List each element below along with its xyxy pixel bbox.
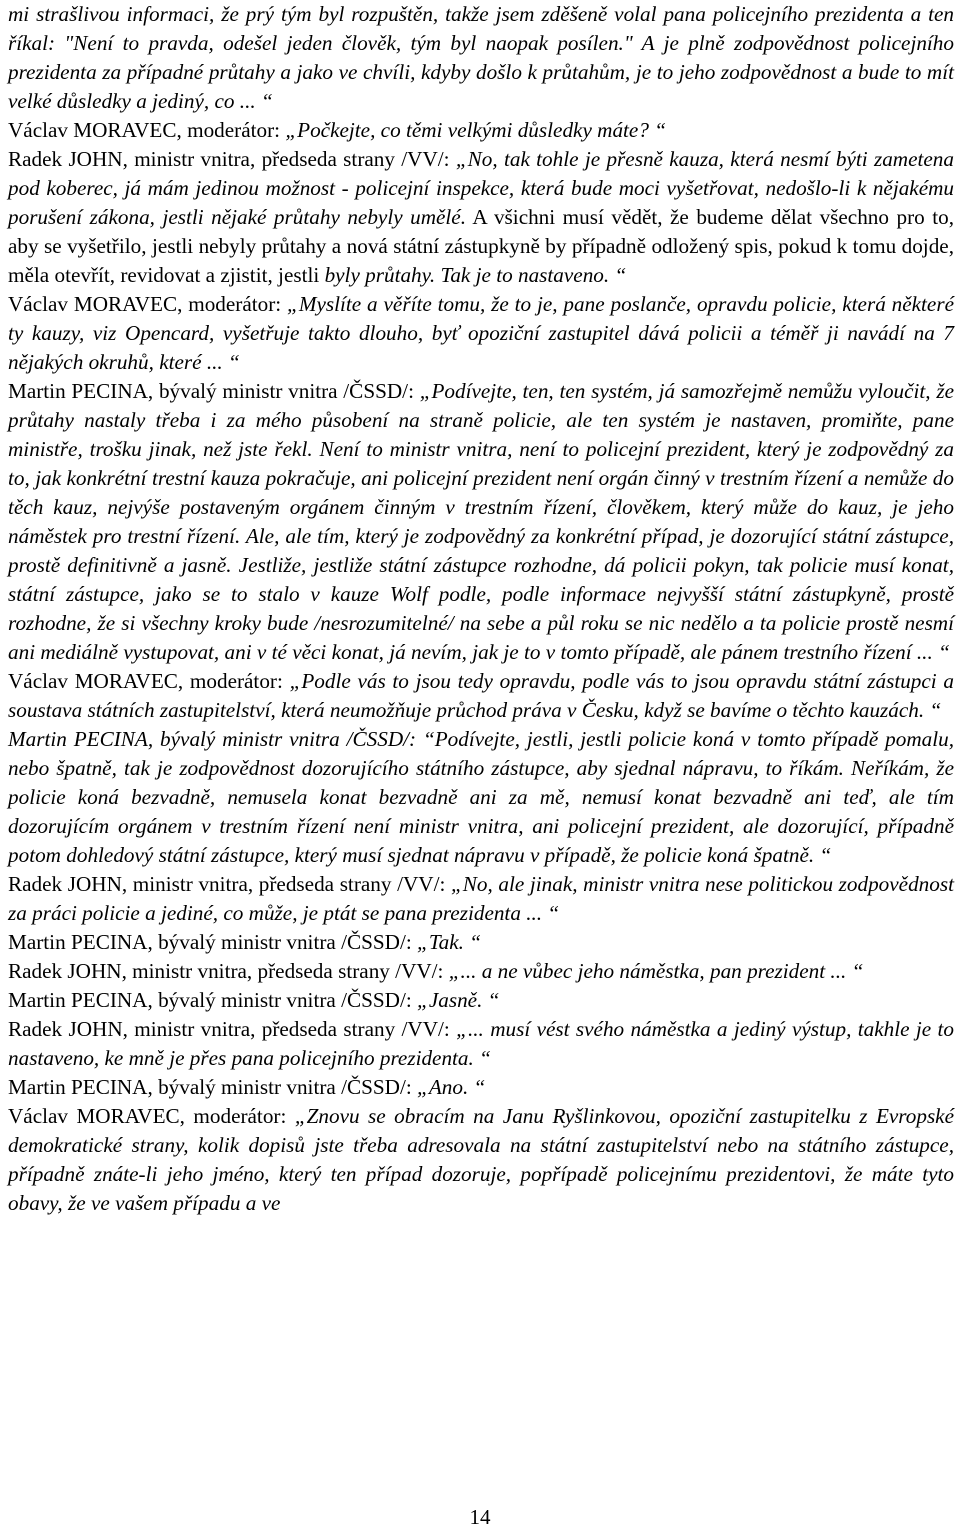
spoken-text: „Znovu se obracím na Janu Ryšlinkovou, opoziční zastupitelku z Evropské demokratické strany, kolik dopisů jste třeba adresovala na státní zastupitelství nebo na státního zástupce, případně znáte-li jeho jméno, který ten případ dozoruje, popřípadě policejnímu prezidentovi, že máte tyto obavy, že ve vašem případu a ve xyxy=(8,1104,954,1215)
transcript-paragraph xyxy=(8,957,954,986)
speaker-label: Václav MORAVEC, moderátor: xyxy=(8,669,290,693)
speaker-label: Václav MORAVEC, moderátor: xyxy=(8,292,288,316)
transcript-paragraph xyxy=(8,116,954,145)
spoken-text: „Podle vás to jsou tedy opravdu, podle vás to jsou opravdu státní zástupci a soustava státních zastupitelství, která neumožňuje průchod práva v Česku, když se bavíme o těchto kauzách. “ xyxy=(8,669,954,722)
speaker-label: Václav MORAVEC, moderátor: xyxy=(8,118,286,142)
speaker-label: Radek JOHN, ministr vnitra, předseda strany /VV/: xyxy=(8,872,451,896)
transcript-paragraph xyxy=(8,986,954,1015)
transcript-paragraph xyxy=(8,290,954,377)
speaker-label: Václav MORAVEC, moderátor: xyxy=(8,1104,295,1128)
spoken-text: „No, ale jinak, ministr vnitra nese politickou zodpovědnost za práci policie a jediné, co může, je ptát se pana prezidenta ... “ xyxy=(8,872,954,925)
transcript-paragraph xyxy=(8,145,954,290)
document-page xyxy=(8,0,954,1530)
spoken-text: „Tak. “ xyxy=(417,930,482,954)
spoken-text: byly průtahy. Tak je to nastaveno. “ xyxy=(324,263,627,287)
page-number: 14 xyxy=(469,1505,491,1529)
spoken-text: „Myslíte a věříte tomu, že to je, pane poslanče, opravdu policie, která některé ty kauzy, viz Opencard, vyšetřuje takto dlouho, byť opoziční zastupitel dává policii a téměř ji navádí na 7 nějakých okruhů, které ... “ xyxy=(8,292,954,374)
transcript-body xyxy=(8,0,954,1218)
spoken-text: „Ano. “ xyxy=(417,1075,486,1099)
speaker-label: Radek JOHN, ministr vnitra, předseda strany /VV/: xyxy=(8,1017,457,1041)
speaker-label: Radek JOHN, ministr vnitra, předseda strany /VV/: xyxy=(8,959,449,983)
spoken-text: „... a ne vůbec jeho náměstka, pan prezident ... “ xyxy=(448,959,864,983)
transcript-paragraph xyxy=(8,1073,954,1102)
speaker-label: Martin PECINA, bývalý ministr vnitra /ČSSD/: xyxy=(8,930,418,954)
transcript-paragraph xyxy=(8,377,954,667)
transcript-paragraph xyxy=(8,870,954,928)
speaker-label: Martin PECINA, bývalý ministr vnitra /ČSSD/: xyxy=(8,379,420,403)
speaker-label: Martin PECINA, bývalý ministr vnitra /ČSSD/: xyxy=(8,988,418,1012)
spoken-text: „Jasně. “ xyxy=(417,988,500,1012)
transcript-paragraph xyxy=(8,928,954,957)
spoken-text: „Podívejte, ten, ten systém, já samozřejmě nemůžu vyloučit, že průtahy nastaly třeba i za mého působení na straně policie, ale ten systém je nastaven, promiňte, pane ministře, trošku jinak, než jste řekl. Není to ministr vnitra, není to policejní prezident, který je zodpovědný za to, jak konkrétní trestní kauza pokračuje, ani policejní prezident není orgán činný v trestním řízení a nemůže do těch kauz, nejvýše postaveným orgánem činným v trestním řízení, člověkem, který může do kauz, je jeho náměstek pro trestní řízení. Ale, ale tím, který je zodpovědný za konkrétní případ, je dozorující státní zástupce, prostě definitivně a jasně. Jestliže, jestliže státní zástupce rozhodne, dá policii pokyn, tak policie musí konat, státní zástupce, jako se to stalo v kauze Wolf podle, podle informace nejvyšší státní zástupkyně, prostě rozhodne, že si všechny kroky bude /nesrozumitelné/ na sebe a půl roku se nic nedělo a ta policie prostě nesmí ani mediálně vystupovat, ani v té věci konat, já nevím, jak je to v tomto případě, ale pánem trestního řízení ... “ xyxy=(8,379,954,664)
spoken-text: „Počkejte, co těmi velkými důsledky máte? “ xyxy=(285,118,666,142)
transcript-paragraph xyxy=(8,725,954,870)
transcript-paragraph xyxy=(8,0,954,116)
transcript-paragraph xyxy=(8,1015,954,1073)
transcript-paragraph xyxy=(8,1102,954,1218)
speaker-label: Radek JOHN, ministr vnitra, předseda strany /VV/: xyxy=(8,147,456,171)
spoken-text: „... musí vést svého náměstka a jediný výstup, takhle je to nastaveno, ke mně je přes pana policejního prezidenta. “ xyxy=(8,1017,954,1070)
spoken-text: mi strašlivou informaci, že prý tým byl rozpuštěn, takže jsem zděšeně volal pana policejního prezidenta a ten říkal: "Není to pravda, odešel jeden člověk, tým byl naopak posílen." A je plně zodpovědnost policejního prezidenta za případné průtahy a jako ve chvíli, kdyby došlo k průtahům, je to jeho zodpovědnost a bude to mít velké důsledky a jediný, co ... “ xyxy=(8,2,954,113)
speaker-label: A všichni musí vědět, že budeme dělat všechno pro to, aby se vyšetřilo, jestli nebyly průtahy a nová státní zástupkyně by případně odložený spis, pokud k tomu dojde, měla otevřít, revidovat a zjistit, jestli xyxy=(8,205,954,287)
spoken-text: Martin PECINA, bývalý ministr vnitra /ČSSD/: “Podívejte, jestli, jestli policie koná v tomto případě pomalu, nebo špatně, tak je zodpovědnost dozorujícího státního zástupce, aby sjednal nápravu, to říkám. Neříkám, že policie koná bezvadně, nemusela konat bezvadně ani za mě, nemusí konat bezvadně ani teď, ale tím dozorujícím orgánem v trestním řízení není ministr vnitra, ani policejní prezident, ale dozorující, případně potom dohledový státní zástupce, který musí sjednat nápravu v případě, že policie koná špatně. “ xyxy=(8,727,954,867)
spoken-text: „No, tak tohle je přesně kauza, která nesmí býti zametena pod koberec, já mám jedinou možnost - policejní inspekce, která bude moci vyšetřovat, nedošlo-li k nějakému porušení zákona, jestli nějaké průtahy nebyly umělé. xyxy=(8,147,954,229)
speaker-label: Martin PECINA, bývalý ministr vnitra /ČSSD/: xyxy=(8,1075,418,1099)
transcript-paragraph xyxy=(8,667,954,725)
